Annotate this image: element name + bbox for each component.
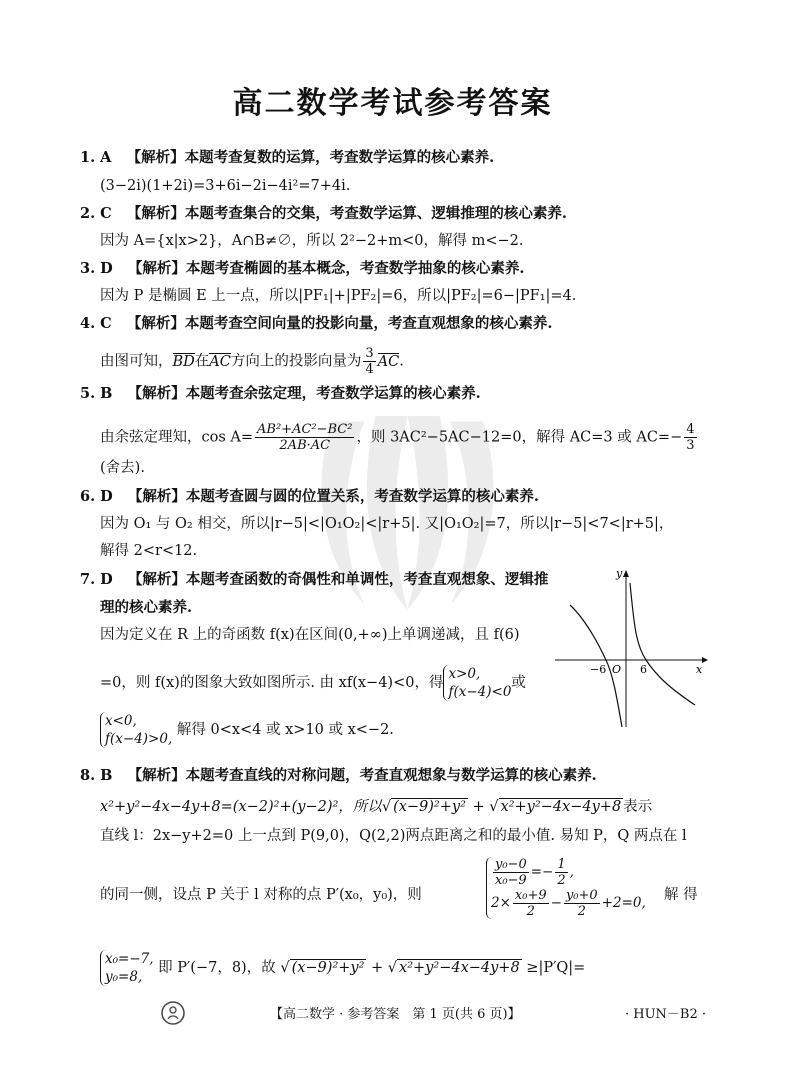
q4-header	[80, 314, 552, 334]
q1-number: 1. A	[80, 149, 112, 166]
page-title: 高二数学考试参考答案	[232, 86, 553, 121]
q5-analysis: 【解析】本题考查余弦定理，考查数学运算的核心素养.	[127, 385, 481, 402]
q8-analysis: 【解析】本题考查直线的对称问题，考查直观想象与数学运算的核心素养.	[127, 767, 597, 784]
q3-solution: 因为 P 是椭圆 E 上一点，所以|PF₁|+|PF₂|=6，所以|PF₂|=6−|PF₁|=4.	[100, 288, 577, 304]
q7-sol-text-b: =0，则 f(x)的图象大致如图所示. 由 xf(x−4)<0，得	[100, 675, 444, 691]
curve-right	[630, 583, 695, 705]
vector-ac-2: AC	[377, 353, 400, 370]
q5-sol-text-b: ，则 3AC²−5AC−12=0，解得 AC=3 或 AC=−	[356, 429, 683, 446]
q8-line-3: 的同一侧，设点 P 关于 l 对称的点 P′(x₀，y₀)，则	[100, 887, 422, 903]
origin-label: O	[612, 663, 622, 676]
q4-sol-text-c: 方向上的投影向量为	[230, 353, 362, 370]
footer-code: · HUN－B2 ·	[625, 1007, 707, 1022]
q7-analysis-cont: 理的核心素养.	[100, 599, 193, 616]
q7-header	[80, 570, 548, 590]
q7-analysis: 【解析】本题考查函数的奇偶性和单调性，考查直观想象、逻辑推	[127, 571, 549, 588]
y-axis-label: y	[616, 567, 623, 580]
q8-line-4: x₀=−7, y₀=8, 即 P′(−7，8)，故 √ (x−9)²+y² + √ x²+y²−4x−4y+8 ≥|P′Q|=	[100, 950, 585, 986]
q7-system-1: x>0, f(x−4)<0	[443, 665, 511, 701]
q1-solution: (3−2i)(1+2i)=3+6i−2i−4i²=7+4i.	[100, 178, 351, 194]
pos-six-label: 6	[640, 663, 647, 676]
q6-solution: 因为 O₁ 与 O₂ 相交，所以|r−5|<|O₁O₂|<|r+5|. 又|O₁O₂|=7，所以|r−5|<7<|r+5|，	[100, 516, 674, 532]
q7-sol-text-c: 解得 0<x<4 或 x>10 或 x<−2.	[176, 722, 394, 738]
q1-analysis: 【解析】本题考查复数的运算，考查数学运算的核心素养.	[126, 149, 495, 166]
q7-or: 或	[511, 675, 526, 691]
q3-number: 3. D	[80, 260, 113, 277]
q6-number: 6. D	[80, 488, 113, 505]
q8-solve-label: 解 得	[664, 887, 698, 903]
q6-analysis: 【解析】本题考查圆与圆的位置关系，考查数学运算的核心素养.	[127, 488, 539, 505]
q5-header	[80, 384, 481, 404]
y-axis-arrow	[623, 570, 629, 577]
q7-solution-a: 因为定义在 R 上的奇函数 f(x)在区间(0,+∞)上单调递减，且 f(6)	[100, 627, 520, 643]
q8-header	[80, 766, 597, 786]
q8-number: 8. B	[80, 767, 113, 784]
q4-analysis: 【解析】本题考查空间向量的投影向量，考查直观想象的核心素养.	[126, 315, 553, 332]
q7-function-graph	[550, 565, 710, 730]
q8-line-2: 直线 l：2x−y+2=0 上一点到 P(9,0)，Q(2,2)两点距离之和的最小值. 易知 P，Q 两点在 l	[100, 828, 687, 844]
q4-sol-text-a: 由图可知，	[100, 353, 173, 370]
footer-logo-icon	[160, 1000, 186, 1026]
q4-fraction: $\frac{3}{4}$	[365, 346, 374, 377]
q8-line-1: x²+y²−4x−4y+8=(x−2)²+(y−2)²，所以√ (x−9)²+y² + √ x²+y²−4x−4y+8 表示	[100, 799, 653, 815]
q2-header	[80, 204, 567, 224]
vector-bd: BD	[172, 353, 195, 370]
q2-solution: 因为 A={x|x>2}，A∩B≠∅，所以 2²−2+m<0，解得 m<−2.	[100, 233, 524, 249]
q7-number: 7. D	[80, 571, 113, 588]
q5-fraction-2: $\frac{4}{3}$	[686, 422, 695, 453]
q6-header	[80, 487, 539, 507]
q6-solution-cont: 解得 2<r<12.	[100, 543, 198, 559]
q8-system	[486, 857, 646, 919]
q5-sol-text-a: 由余弦定理知，cos A=	[100, 429, 254, 446]
q7-solution-c	[100, 712, 394, 748]
q3-analysis: 【解析】本题考查椭圆的基本概念，考查数学抽象的核心素养.	[127, 260, 525, 277]
q4-solution: 由图可知，BD在AC方向上的投影向量为 $\frac{3}{4}$ AC.	[100, 346, 404, 377]
sqrt-term-1: (x−9)²+y²	[393, 799, 466, 815]
q8-equation-system: $\frac{\text{y₀−0}}{\text{x₀−9}}$ =− $\frac{1}{2}$ , 2× $\frac{\text{x₀+9}}{2}$ − $\frac{\text{y₀+0}}{2}$ +2=0,	[486, 857, 646, 919]
x-axis-label: x	[696, 663, 703, 676]
q5-solution	[100, 422, 699, 453]
q5-cosine-fraction: $\frac{\text{AB²+AC²−BC²}}{2AB\cdot AC}$	[257, 422, 353, 453]
x-axis-arrow	[702, 657, 708, 663]
q2-number: 2. C	[80, 205, 112, 222]
neg-six-label: −6	[590, 663, 607, 676]
q1-header	[80, 148, 494, 168]
q5-solution-cont: (舍去).	[100, 460, 145, 476]
q8-solution-system: x₀=−7, y₀=8,	[100, 950, 154, 986]
q4-sol-text-b: 在	[194, 353, 210, 370]
q3-header	[80, 259, 524, 279]
q5-number: 5. B	[80, 385, 113, 402]
vector-ac: AC	[209, 353, 231, 370]
sqrt-term-2: x²+y²−4x−4y+8	[500, 799, 622, 815]
q4-number: 4. C	[80, 315, 112, 332]
footer-page-info: 【高二数学 · 参考答案 第 1 页(共 6 页)】	[270, 1007, 521, 1022]
q7-system-2: x<0, f(x−4)>0,	[100, 712, 172, 748]
q2-analysis: 【解析】本题考查集合的交集，考查数学运算、逻辑推理的核心素养.	[126, 205, 567, 222]
q7-solution-b	[100, 665, 526, 701]
